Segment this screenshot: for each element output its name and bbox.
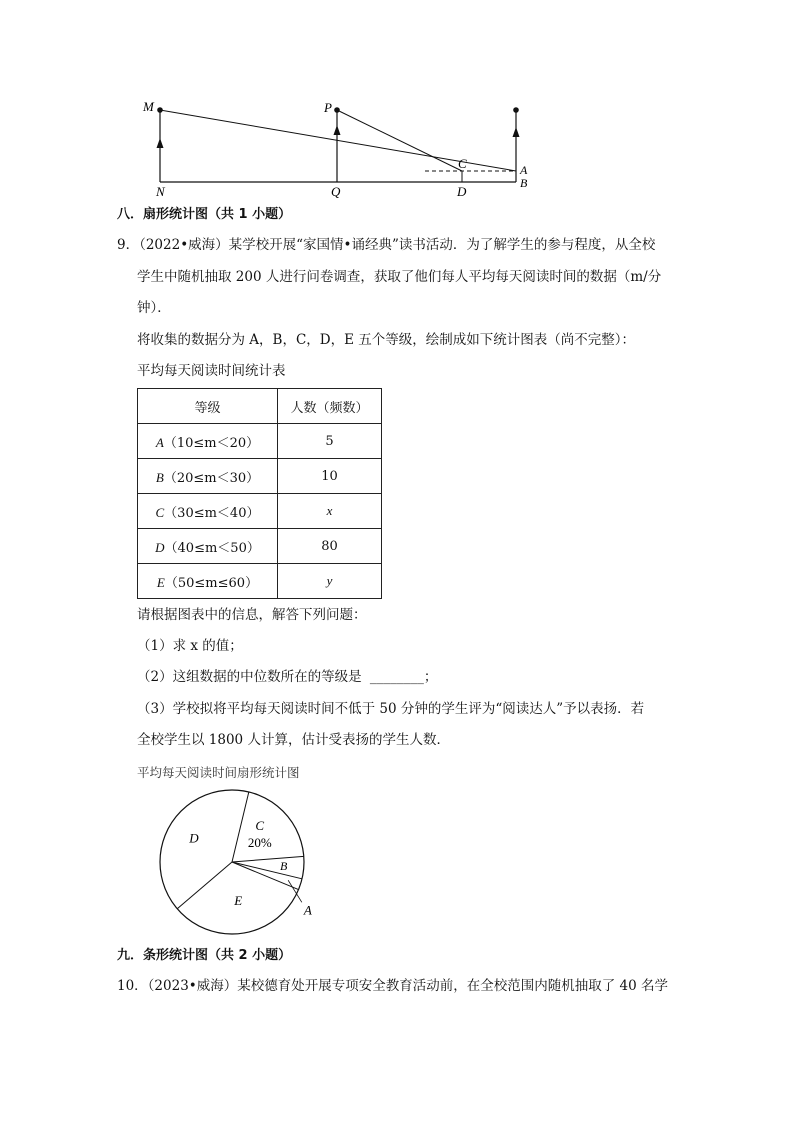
question-1: （1）求 x 的值； (137, 638, 243, 654)
grade-range: （10≤m＜20） (163, 435, 260, 451)
pie-slice-label-D (188, 831, 199, 846)
slice-letter-a: A (303, 902, 312, 918)
arrow-mn (157, 138, 164, 148)
grade-cell (138, 564, 278, 599)
section-heading-8: 八．扇形统计图（共 1 小题） (117, 207, 292, 222)
grade-cell (138, 494, 278, 529)
pie-chart-title: 平均每天阅读时间扇形统计图 (137, 765, 300, 780)
arrow-pq (334, 125, 341, 135)
grade-cell (138, 424, 278, 459)
answer-blank[interactable]: ________ (369, 669, 424, 685)
label-c: C (458, 156, 467, 171)
pie-slice-label-E (233, 893, 242, 908)
grade-letter: B (155, 469, 164, 485)
pie-chart (150, 785, 330, 935)
grade-range: （20≤m＜30） (163, 470, 260, 486)
problem9-line2: 学生中随机抽取 200 人进行问卷调查，获取了他们每人平均每天阅读时间的数据（m/分 (137, 269, 662, 285)
grade-range: （30≤m＜40） (164, 505, 260, 521)
question-3-line1: （3）学校拟将平均每天阅读时间不低于 50 分钟的学生评为“阅读达人”予以表扬．若 (137, 701, 645, 717)
question-3-line2: 全校学生以 1800 人计算，估计受表扬的学生人数． (137, 732, 450, 748)
prompt-text: 请根据图表中的信息，解答下列问题： (137, 607, 367, 623)
pie-slice-label-A (303, 902, 312, 917)
slice-letter-e: E (234, 893, 243, 909)
count-cell: 5 (278, 424, 382, 459)
grade-cell (138, 529, 278, 564)
label-p: P (324, 100, 332, 115)
table-row (138, 529, 382, 564)
problem10-line1: 10．（2023•威海）某校德育处开展专项安全教育活动前，在全校范围内随机抽取了 40 名学 (117, 978, 669, 994)
label-a: A (520, 163, 528, 177)
label-d: D (457, 184, 467, 199)
problem9-line1: 9．（2022•威海）某学校开展“家国情•诵经典”读书活动．为了解学生的参与程度，从全校 (117, 237, 656, 253)
header-grade: 等级 (138, 389, 278, 424)
count-cell: y (278, 564, 382, 599)
slice-letter-c: C (255, 817, 265, 833)
slice-letter-b: B (280, 859, 288, 874)
label-q: Q (331, 184, 341, 199)
label-m: M (143, 99, 154, 114)
grade-range: （50≤m≤60） (164, 575, 259, 591)
line-p-c (337, 110, 462, 171)
slice-letter-d: D (189, 830, 199, 846)
geometry-figure (140, 98, 540, 200)
header-count: 人数（频数） (278, 389, 382, 424)
grade-range: （40≤m＜50） (164, 540, 260, 556)
slice-percent-c: 20% (247, 834, 272, 850)
problem9-line3: 钟）． (137, 300, 171, 316)
table-title: 平均每天阅读时间统计表 (137, 363, 286, 379)
arrow-ab (513, 127, 520, 137)
question-2-end: ； (423, 669, 438, 685)
count-cell: 80 (278, 529, 382, 564)
grade-letter: D (155, 539, 165, 555)
grade-letter: E (156, 574, 165, 590)
point-top-right (513, 107, 519, 113)
grade-cell (138, 459, 278, 494)
label-n: N (156, 184, 165, 199)
label-b: B (520, 176, 528, 190)
question-2 (137, 668, 437, 687)
grade-letter: A (155, 434, 164, 450)
table-header-row (138, 389, 382, 424)
table-row (138, 459, 382, 494)
grade-letter: C (155, 504, 165, 520)
table-row (138, 424, 382, 459)
pie-slice-label-B (280, 859, 288, 873)
table-row (138, 494, 382, 529)
section-heading-9: 九．条形统计图（共 2 小题） (117, 948, 292, 963)
problem9-line4: 将收集的数据分为 A，B，C，D，E 五个等级，绘制成如下统计图表（尚不完整）： (137, 332, 636, 348)
table-row (138, 564, 382, 599)
count-cell: 10 (278, 459, 382, 494)
count-cell: x (278, 494, 382, 529)
question-2-text: （2）这组数据的中位数所在的等级是 (137, 669, 362, 685)
frequency-table (137, 388, 382, 599)
